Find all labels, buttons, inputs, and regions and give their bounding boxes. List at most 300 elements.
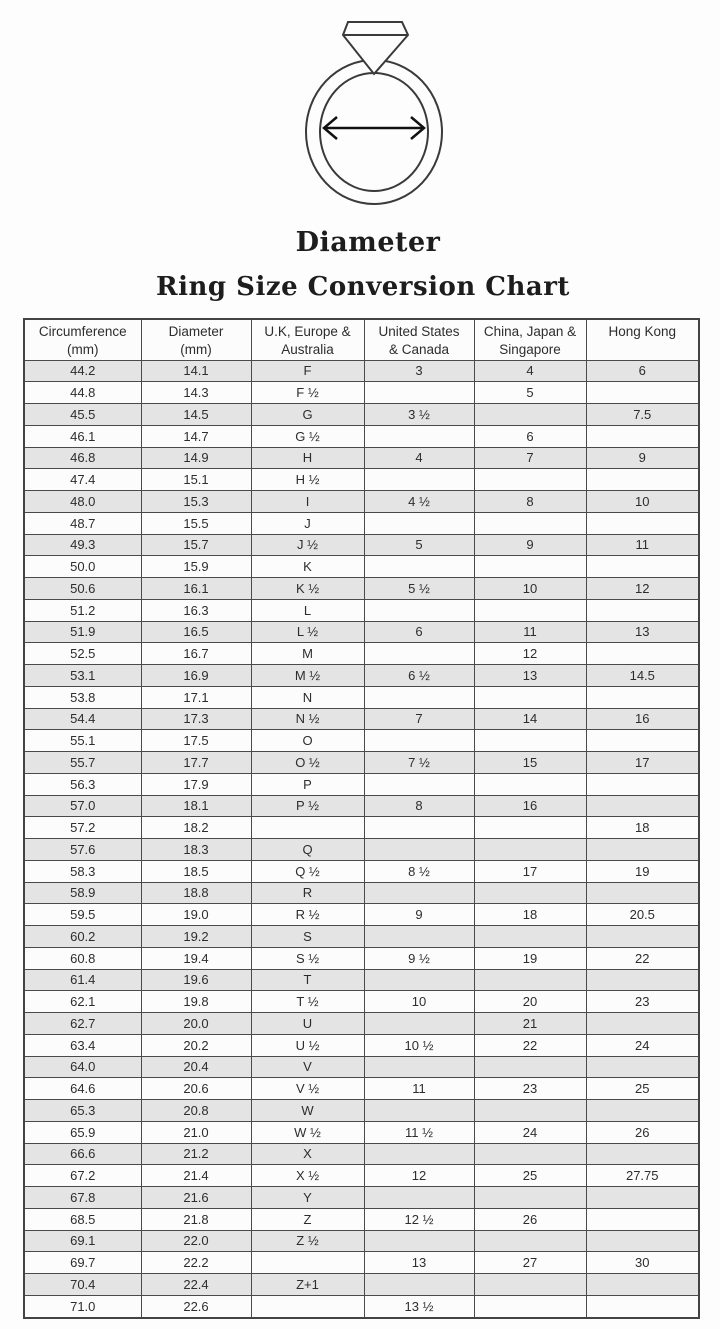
- cell-china-japan-singapore: 23: [474, 1078, 586, 1100]
- cell-hong-kong: 24: [586, 1034, 699, 1056]
- cell-circumference-mm: 67.8: [24, 1187, 141, 1209]
- cell-hong-kong: [586, 512, 699, 534]
- cell-diameter-mm: 20.0: [141, 1013, 251, 1035]
- cell-us-canada: [364, 882, 474, 904]
- cell-hong-kong: 9: [586, 447, 699, 469]
- cell-circumference-mm: 66.6: [24, 1143, 141, 1165]
- cell-circumference-mm: 57.2: [24, 817, 141, 839]
- table-row: [24, 1100, 699, 1122]
- cell-us-canada: [364, 1013, 474, 1035]
- cell-us-canada: [364, 1056, 474, 1078]
- cell-us-canada: [364, 643, 474, 665]
- cell-us-canada: 11 ½: [364, 1121, 474, 1143]
- cell-diameter-mm: 14.7: [141, 425, 251, 447]
- cell-hong-kong: [586, 1274, 699, 1296]
- cell-diameter-mm: 19.2: [141, 926, 251, 948]
- cell-uk-europe-australia: N ½: [251, 708, 364, 730]
- table-row: [24, 425, 699, 447]
- table-row: [24, 730, 699, 752]
- cell-china-japan-singapore: 5: [474, 382, 586, 404]
- cell-uk-europe-australia: N: [251, 686, 364, 708]
- cell-hong-kong: 25: [586, 1078, 699, 1100]
- cell-hong-kong: 30: [586, 1252, 699, 1274]
- cell-us-canada: 4: [364, 447, 474, 469]
- cell-circumference-mm: 52.5: [24, 643, 141, 665]
- cell-china-japan-singapore: 22: [474, 1034, 586, 1056]
- cell-hong-kong: [586, 926, 699, 948]
- cell-us-canada: [364, 425, 474, 447]
- cell-circumference-mm: 53.8: [24, 686, 141, 708]
- cell-hong-kong: 11: [586, 534, 699, 556]
- cell-china-japan-singapore: 14: [474, 708, 586, 730]
- cell-uk-europe-australia: J ½: [251, 534, 364, 556]
- cell-circumference-mm: 62.1: [24, 991, 141, 1013]
- cell-us-canada: [364, 730, 474, 752]
- cell-uk-europe-australia: Z ½: [251, 1230, 364, 1252]
- cell-china-japan-singapore: [474, 1056, 586, 1078]
- table-row: [24, 947, 699, 969]
- cell-us-canada: 3: [364, 360, 474, 382]
- table-row: [24, 1013, 699, 1035]
- cell-diameter-mm: 15.9: [141, 556, 251, 578]
- table-row: [24, 1187, 699, 1209]
- cell-hong-kong: [586, 1143, 699, 1165]
- cell-us-canada: [364, 773, 474, 795]
- cell-uk-europe-australia: G ½: [251, 425, 364, 447]
- cell-circumference-mm: 70.4: [24, 1274, 141, 1296]
- cell-us-canada: [364, 1100, 474, 1122]
- cell-circumference-mm: 63.4: [24, 1034, 141, 1056]
- cell-circumference-mm: 71.0: [24, 1295, 141, 1318]
- cell-hong-kong: 19: [586, 860, 699, 882]
- ring-diagram: [284, 18, 464, 215]
- cell-china-japan-singapore: [474, 556, 586, 578]
- cell-china-japan-singapore: 17: [474, 860, 586, 882]
- cell-diameter-mm: 18.3: [141, 839, 251, 861]
- cell-diameter-mm: 15.7: [141, 534, 251, 556]
- table-row: [24, 1078, 699, 1100]
- cell-hong-kong: [586, 1295, 699, 1318]
- cell-hong-kong: 26: [586, 1121, 699, 1143]
- table-row: [24, 447, 699, 469]
- header-cell-us-canada: United States & Canada: [364, 319, 474, 360]
- cell-uk-europe-australia: T ½: [251, 991, 364, 1013]
- cell-diameter-mm: 16.9: [141, 665, 251, 687]
- header-cell-hong-kong: Hong Kong: [586, 319, 699, 360]
- cell-circumference-mm: 69.7: [24, 1252, 141, 1274]
- cell-us-canada: 13 ½: [364, 1295, 474, 1318]
- cell-diameter-mm: 18.8: [141, 882, 251, 904]
- cell-hong-kong: [586, 643, 699, 665]
- cell-us-canada: 9: [364, 904, 474, 926]
- cell-hong-kong: 27.75: [586, 1165, 699, 1187]
- cell-china-japan-singapore: 15: [474, 752, 586, 774]
- cell-china-japan-singapore: [474, 512, 586, 534]
- cell-hong-kong: 7.5: [586, 404, 699, 426]
- table-row: [24, 404, 699, 426]
- cell-diameter-mm: 14.3: [141, 382, 251, 404]
- cell-circumference-mm: 51.9: [24, 621, 141, 643]
- header-cell-diameter-mm: Diameter (mm): [141, 319, 251, 360]
- cell-uk-europe-australia: P ½: [251, 795, 364, 817]
- cell-circumference-mm: 60.8: [24, 947, 141, 969]
- cell-uk-europe-australia: G: [251, 404, 364, 426]
- cell-diameter-mm: 20.2: [141, 1034, 251, 1056]
- cell-circumference-mm: 65.3: [24, 1100, 141, 1122]
- table-row: [24, 621, 699, 643]
- cell-us-canada: [364, 926, 474, 948]
- header-cell-china-japan-singapore: China, Japan & Singapore: [474, 319, 586, 360]
- cell-uk-europe-australia: F ½: [251, 382, 364, 404]
- diameter-label: Diameter: [295, 227, 441, 258]
- cell-china-japan-singapore: [474, 882, 586, 904]
- cell-uk-europe-australia: Z+1: [251, 1274, 364, 1296]
- table-row: [24, 1252, 699, 1274]
- page-title: Ring Size Conversion Chart: [156, 272, 570, 302]
- cell-us-canada: [364, 469, 474, 491]
- cell-us-canada: [364, 556, 474, 578]
- table-header-row: [24, 319, 699, 360]
- cell-us-canada: 9 ½: [364, 947, 474, 969]
- cell-uk-europe-australia: W ½: [251, 1121, 364, 1143]
- cell-hong-kong: 17: [586, 752, 699, 774]
- cell-diameter-mm: 19.8: [141, 991, 251, 1013]
- table-row: [24, 991, 699, 1013]
- cell-hong-kong: [586, 882, 699, 904]
- cell-china-japan-singapore: [474, 1230, 586, 1252]
- cell-china-japan-singapore: 18: [474, 904, 586, 926]
- cell-hong-kong: [586, 1100, 699, 1122]
- ring-band-icon: [306, 60, 442, 204]
- cell-uk-europe-australia: H: [251, 447, 364, 469]
- cell-hong-kong: 16: [586, 708, 699, 730]
- cell-us-canada: 7: [364, 708, 474, 730]
- cell-circumference-mm: 67.2: [24, 1165, 141, 1187]
- cell-diameter-mm: 15.5: [141, 512, 251, 534]
- cell-diameter-mm: 17.9: [141, 773, 251, 795]
- cell-china-japan-singapore: 4: [474, 360, 586, 382]
- cell-hong-kong: 23: [586, 991, 699, 1013]
- cell-china-japan-singapore: 26: [474, 1208, 586, 1230]
- cell-uk-europe-australia: K: [251, 556, 364, 578]
- cell-diameter-mm: 21.0: [141, 1121, 251, 1143]
- cell-uk-europe-australia: R ½: [251, 904, 364, 926]
- cell-circumference-mm: 55.7: [24, 752, 141, 774]
- cell-uk-europe-australia: [251, 817, 364, 839]
- cell-china-japan-singapore: 25: [474, 1165, 586, 1187]
- cell-us-canada: 7 ½: [364, 752, 474, 774]
- cell-circumference-mm: 65.9: [24, 1121, 141, 1143]
- cell-diameter-mm: 17.3: [141, 708, 251, 730]
- cell-china-japan-singapore: 10: [474, 578, 586, 600]
- cell-circumference-mm: 46.8: [24, 447, 141, 469]
- cell-us-canada: 13: [364, 1252, 474, 1274]
- cell-hong-kong: [586, 599, 699, 621]
- cell-uk-europe-australia: R: [251, 882, 364, 904]
- cell-hong-kong: [586, 969, 699, 991]
- table-row: [24, 1034, 699, 1056]
- table-row: [24, 839, 699, 861]
- cell-diameter-mm: 15.1: [141, 469, 251, 491]
- cell-circumference-mm: 46.1: [24, 425, 141, 447]
- cell-circumference-mm: 69.1: [24, 1230, 141, 1252]
- table-body: [24, 360, 699, 1318]
- cell-circumference-mm: 58.9: [24, 882, 141, 904]
- cell-circumference-mm: 60.2: [24, 926, 141, 948]
- cell-china-japan-singapore: [474, 1143, 586, 1165]
- table-row: [24, 491, 699, 513]
- cell-uk-europe-australia: O ½: [251, 752, 364, 774]
- cell-diameter-mm: 19.6: [141, 969, 251, 991]
- cell-circumference-mm: 48.0: [24, 491, 141, 513]
- cell-circumference-mm: 64.0: [24, 1056, 141, 1078]
- cell-us-canada: 10 ½: [364, 1034, 474, 1056]
- header-cell-circumference-mm: Circumference (mm): [24, 319, 141, 360]
- table-row: [24, 1274, 699, 1296]
- cell-hong-kong: [586, 469, 699, 491]
- ring-size-table: [23, 318, 700, 1319]
- table-row: [24, 904, 699, 926]
- cell-uk-europe-australia: J: [251, 512, 364, 534]
- cell-china-japan-singapore: 20: [474, 991, 586, 1013]
- cell-uk-europe-australia: S ½: [251, 947, 364, 969]
- table-row: [24, 817, 699, 839]
- cell-circumference-mm: 45.5: [24, 404, 141, 426]
- cell-china-japan-singapore: 6: [474, 425, 586, 447]
- table-row: [24, 1143, 699, 1165]
- cell-diameter-mm: 16.7: [141, 643, 251, 665]
- cell-us-canada: 12: [364, 1165, 474, 1187]
- cell-uk-europe-australia: T: [251, 969, 364, 991]
- table-row: [24, 1208, 699, 1230]
- cell-china-japan-singapore: [474, 686, 586, 708]
- table-row: [24, 882, 699, 904]
- cell-hong-kong: [586, 382, 699, 404]
- cell-diameter-mm: 16.3: [141, 599, 251, 621]
- cell-us-canada: [364, 382, 474, 404]
- cell-uk-europe-australia: L ½: [251, 621, 364, 643]
- cell-uk-europe-australia: Q: [251, 839, 364, 861]
- cell-uk-europe-australia: F: [251, 360, 364, 382]
- cell-circumference-mm: 49.3: [24, 534, 141, 556]
- cell-circumference-mm: 57.6: [24, 839, 141, 861]
- cell-us-canada: [364, 969, 474, 991]
- cell-circumference-mm: 62.7: [24, 1013, 141, 1035]
- cell-us-canada: [364, 599, 474, 621]
- cell-uk-europe-australia: U ½: [251, 1034, 364, 1056]
- cell-diameter-mm: 22.4: [141, 1274, 251, 1296]
- cell-uk-europe-australia: V: [251, 1056, 364, 1078]
- cell-uk-europe-australia: O: [251, 730, 364, 752]
- cell-us-canada: 6: [364, 621, 474, 643]
- cell-uk-europe-australia: V ½: [251, 1078, 364, 1100]
- cell-china-japan-singapore: [474, 730, 586, 752]
- cell-china-japan-singapore: 8: [474, 491, 586, 513]
- cell-us-canada: 5 ½: [364, 578, 474, 600]
- cell-us-canada: 11: [364, 1078, 474, 1100]
- cell-hong-kong: 10: [586, 491, 699, 513]
- cell-circumference-mm: 50.6: [24, 578, 141, 600]
- cell-uk-europe-australia: S: [251, 926, 364, 948]
- cell-china-japan-singapore: [474, 969, 586, 991]
- cell-china-japan-singapore: 7: [474, 447, 586, 469]
- cell-circumference-mm: 61.4: [24, 969, 141, 991]
- cell-diameter-mm: 16.5: [141, 621, 251, 643]
- cell-china-japan-singapore: [474, 839, 586, 861]
- cell-uk-europe-australia: M: [251, 643, 364, 665]
- cell-uk-europe-australia: K ½: [251, 578, 364, 600]
- cell-hong-kong: 20.5: [586, 904, 699, 926]
- cell-uk-europe-australia: W: [251, 1100, 364, 1122]
- cell-hong-kong: 18: [586, 817, 699, 839]
- cell-us-canada: 10: [364, 991, 474, 1013]
- table-row: [24, 926, 699, 948]
- cell-diameter-mm: 22.2: [141, 1252, 251, 1274]
- cell-uk-europe-australia: [251, 1252, 364, 1274]
- cell-us-canada: [364, 1187, 474, 1209]
- cell-hong-kong: [586, 1187, 699, 1209]
- table-row: [24, 773, 699, 795]
- cell-uk-europe-australia: P: [251, 773, 364, 795]
- cell-us-canada: 8 ½: [364, 860, 474, 882]
- cell-china-japan-singapore: [474, 926, 586, 948]
- cell-china-japan-singapore: [474, 1274, 586, 1296]
- cell-diameter-mm: 21.6: [141, 1187, 251, 1209]
- cell-circumference-mm: 44.8: [24, 382, 141, 404]
- cell-circumference-mm: 55.1: [24, 730, 141, 752]
- cell-circumference-mm: 58.3: [24, 860, 141, 882]
- cell-circumference-mm: 44.2: [24, 360, 141, 382]
- table-row: [24, 1056, 699, 1078]
- table-row: [24, 643, 699, 665]
- cell-us-canada: 8: [364, 795, 474, 817]
- table-row: [24, 1230, 699, 1252]
- cell-china-japan-singapore: 9: [474, 534, 586, 556]
- cell-diameter-mm: 18.1: [141, 795, 251, 817]
- cell-us-canada: 5: [364, 534, 474, 556]
- cell-circumference-mm: 54.4: [24, 708, 141, 730]
- cell-diameter-mm: 18.2: [141, 817, 251, 839]
- cell-circumference-mm: 68.5: [24, 1208, 141, 1230]
- cell-china-japan-singapore: [474, 469, 586, 491]
- cell-diameter-mm: 22.0: [141, 1230, 251, 1252]
- table-row: [24, 599, 699, 621]
- table-row: [24, 860, 699, 882]
- cell-china-japan-singapore: 19: [474, 947, 586, 969]
- cell-circumference-mm: 53.1: [24, 665, 141, 687]
- cell-hong-kong: [586, 1230, 699, 1252]
- table-row: [24, 795, 699, 817]
- table-row: [24, 360, 699, 382]
- cell-diameter-mm: 17.5: [141, 730, 251, 752]
- cell-hong-kong: [586, 773, 699, 795]
- cell-circumference-mm: 51.2: [24, 599, 141, 621]
- table-row: [24, 665, 699, 687]
- cell-china-japan-singapore: [474, 599, 586, 621]
- cell-china-japan-singapore: 11: [474, 621, 586, 643]
- table-row: [24, 1165, 699, 1187]
- cell-uk-europe-australia: Z: [251, 1208, 364, 1230]
- cell-uk-europe-australia: X: [251, 1143, 364, 1165]
- cell-us-canada: 6 ½: [364, 665, 474, 687]
- cell-china-japan-singapore: 27: [474, 1252, 586, 1274]
- table-row: [24, 686, 699, 708]
- cell-circumference-mm: 48.7: [24, 512, 141, 534]
- cell-diameter-mm: 17.7: [141, 752, 251, 774]
- cell-uk-europe-australia: Y: [251, 1187, 364, 1209]
- cell-uk-europe-australia: M ½: [251, 665, 364, 687]
- cell-us-canada: [364, 1230, 474, 1252]
- cell-diameter-mm: 20.6: [141, 1078, 251, 1100]
- cell-diameter-mm: 22.6: [141, 1295, 251, 1318]
- cell-hong-kong: [586, 1013, 699, 1035]
- cell-us-canada: 3 ½: [364, 404, 474, 426]
- cell-diameter-mm: 14.9: [141, 447, 251, 469]
- cell-hong-kong: [586, 795, 699, 817]
- cell-hong-kong: [586, 556, 699, 578]
- table-row: [24, 1295, 699, 1318]
- cell-us-canada: [364, 1143, 474, 1165]
- cell-china-japan-singapore: 13: [474, 665, 586, 687]
- cell-hong-kong: 13: [586, 621, 699, 643]
- cell-china-japan-singapore: [474, 404, 586, 426]
- cell-diameter-mm: 20.4: [141, 1056, 251, 1078]
- cell-uk-europe-australia: L: [251, 599, 364, 621]
- cell-diameter-mm: 19.4: [141, 947, 251, 969]
- cell-us-canada: [364, 512, 474, 534]
- cell-diameter-mm: 18.5: [141, 860, 251, 882]
- cell-china-japan-singapore: [474, 1100, 586, 1122]
- cell-us-canada: 4 ½: [364, 491, 474, 513]
- cell-hong-kong: [586, 1056, 699, 1078]
- cell-diameter-mm: 21.8: [141, 1208, 251, 1230]
- cell-hong-kong: 12: [586, 578, 699, 600]
- cell-hong-kong: [586, 730, 699, 752]
- header-cell-uk-europe-australia: U.K, Europe & Australia: [251, 319, 364, 360]
- table-head: [24, 319, 699, 360]
- cell-uk-europe-australia: [251, 1295, 364, 1318]
- cell-circumference-mm: 50.0: [24, 556, 141, 578]
- cell-hong-kong: [586, 839, 699, 861]
- table-row: [24, 556, 699, 578]
- cell-diameter-mm: 14.5: [141, 404, 251, 426]
- table-row: [24, 969, 699, 991]
- cell-china-japan-singapore: [474, 1187, 586, 1209]
- table-row: [24, 752, 699, 774]
- table-row: [24, 382, 699, 404]
- cell-diameter-mm: 19.0: [141, 904, 251, 926]
- cell-us-canada: [364, 839, 474, 861]
- cell-diameter-mm: 21.4: [141, 1165, 251, 1187]
- cell-china-japan-singapore: 24: [474, 1121, 586, 1143]
- cell-us-canada: 12 ½: [364, 1208, 474, 1230]
- table-row: [24, 534, 699, 556]
- cell-uk-europe-australia: Q ½: [251, 860, 364, 882]
- cell-diameter-mm: 17.1: [141, 686, 251, 708]
- cell-circumference-mm: 57.0: [24, 795, 141, 817]
- cell-circumference-mm: 64.6: [24, 1078, 141, 1100]
- cell-china-japan-singapore: 21: [474, 1013, 586, 1035]
- cell-china-japan-singapore: [474, 773, 586, 795]
- table-row: [24, 512, 699, 534]
- cell-china-japan-singapore: 12: [474, 643, 586, 665]
- table-row: [24, 578, 699, 600]
- cell-hong-kong: 22: [586, 947, 699, 969]
- table-row: [24, 469, 699, 491]
- table-row: [24, 708, 699, 730]
- cell-hong-kong: [586, 686, 699, 708]
- cell-circumference-mm: 59.5: [24, 904, 141, 926]
